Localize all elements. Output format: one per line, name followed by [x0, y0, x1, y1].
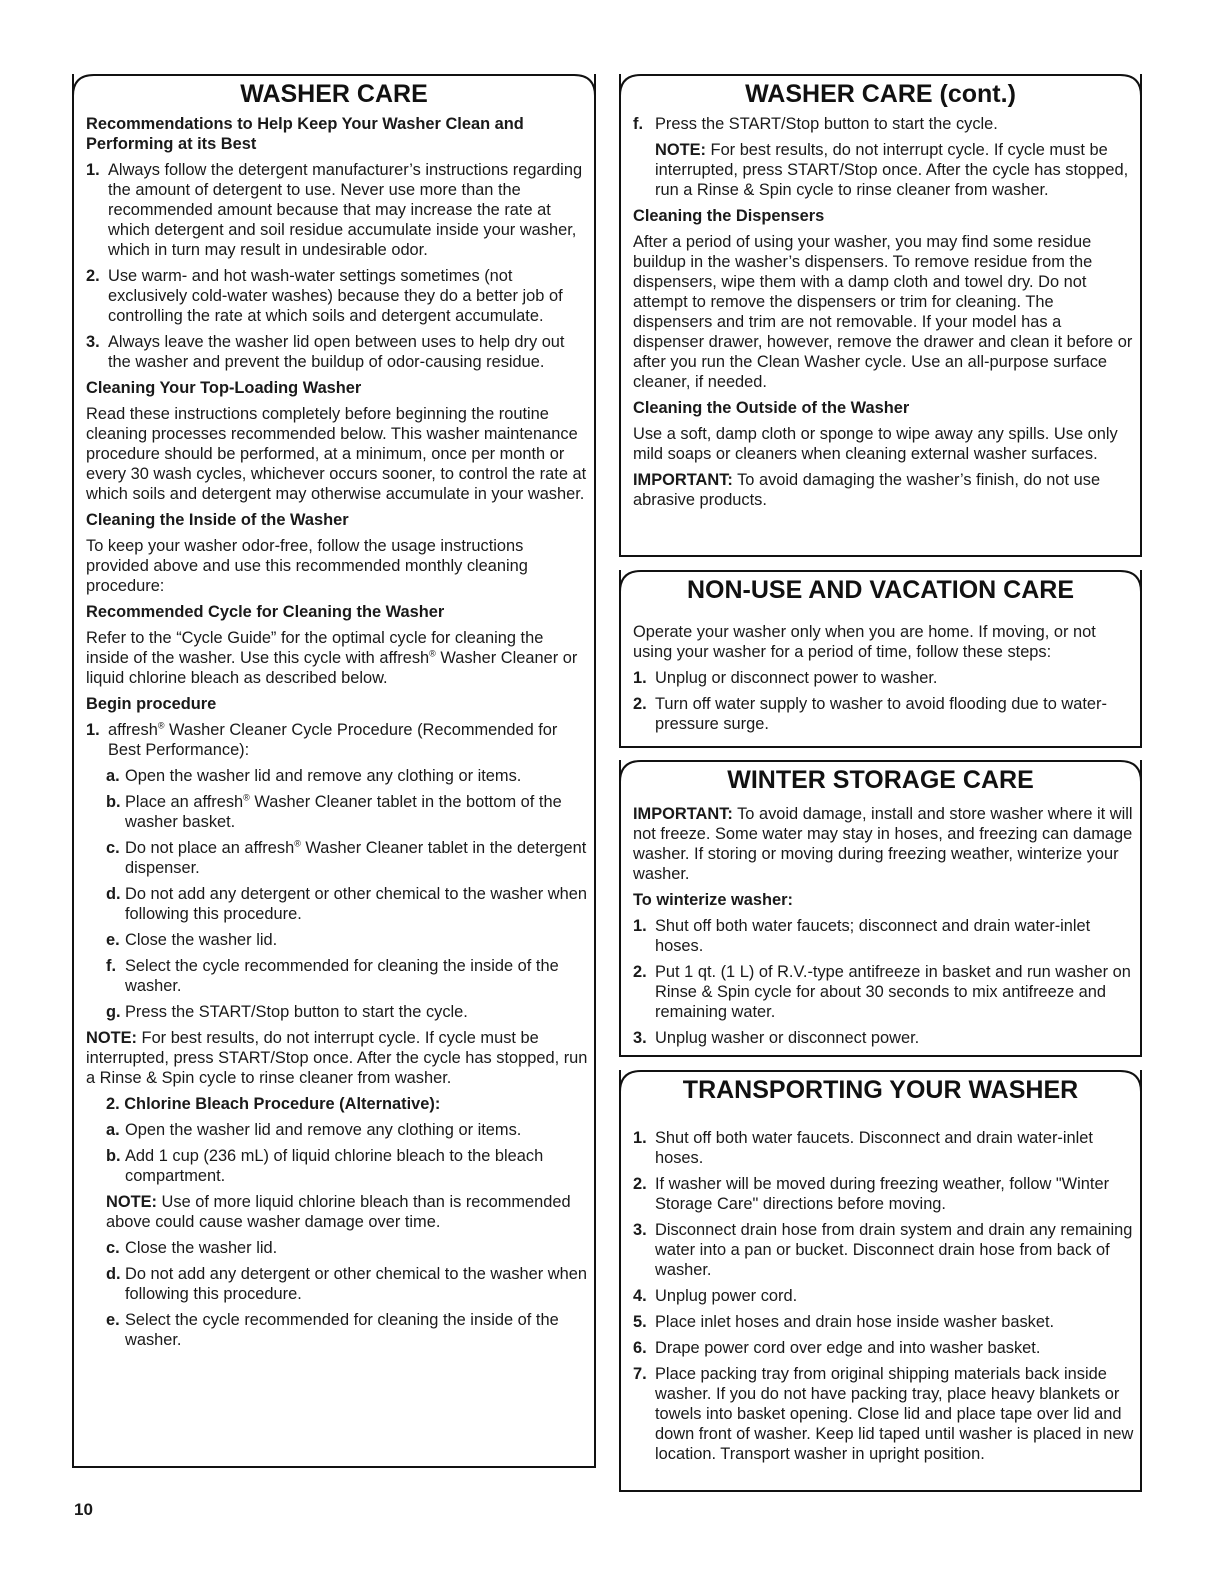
inside-text: To keep your washer odor-free, follow the usage instructions provided above and use this recommended monthly cleaning procedure: — [86, 537, 528, 595]
procedure-list — [86, 720, 588, 760]
list-item: b. Place an affresh® Washer Cleaner tablet in the bottom of the washer basket. — [106, 792, 562, 831]
section-body — [633, 622, 1134, 740]
section-body — [633, 114, 1134, 516]
list-item: 1. affresh® Washer Cleaner Cycle Procedure (Recommended for Best Performance): — [86, 720, 558, 759]
list-item: a. Open the washer lid and remove any clothing or items. — [106, 767, 522, 785]
important-note: IMPORTANT: To avoid damaging the washer’s finish, do not use abrasive products. — [633, 471, 1101, 509]
continued-steps — [633, 114, 1134, 134]
list-item: 1. Shut off both water faucets; disconnect and drain water-inlet hoses. — [633, 917, 1091, 955]
section-header — [619, 74, 1142, 114]
list-item: 4. Unplug power cord. — [633, 1287, 798, 1305]
section-body — [86, 114, 588, 1356]
section-body — [633, 1128, 1134, 1470]
important-note: IMPORTANT: To avoid damage, install and store washer where it will not freeze. Some water may stay in hoses, and freezing can damage washer. If storing or moving during freezing weather, winterize your washer. — [633, 805, 1133, 883]
section-title: WINTER STORAGE CARE — [727, 766, 1034, 794]
list-item: f. Press the START/Stop button to start the cycle. — [633, 115, 998, 133]
note-1: NOTE: For best results, do not interrupt cycle. If cycle must be interrupted, press START/Stop once. After the cycle has stopped, run a Rinse & Spin cycle to rinse cleaner from washer. — [86, 1029, 588, 1087]
list-item: 1. Shut off both water faucets. Disconnect and drain water-inlet hoses. — [633, 1129, 1093, 1167]
transporting-section — [619, 1070, 1142, 1492]
intro-text: Operate your washer only when you are home. If moving, or not using your washer for a period of time, follow these steps: — [633, 623, 1096, 661]
non-use-section — [619, 570, 1142, 748]
list-item: b. Add 1 cup (236 mL) of liquid chlorine bleach to the bleach compartment. — [106, 1147, 544, 1185]
top-loading-text: Read these instructions completely before beginning the routine cleaning processes recommended below. This washer maintenance procedure should be performed, at a minimum, once per month or every 30 wash cycles, whichever occurs sooner, to control the rate at which soils and detergent may otherwise accumulate in your washer. — [86, 405, 587, 503]
list-item: 3. Always leave the washer lid open between uses to help dry out the washer and prevent the buildup of odor-causing residue. — [86, 333, 565, 371]
winterize-steps — [633, 916, 1134, 1048]
list-item: d. Do not add any detergent or other chemical to the washer when following this procedure. — [106, 1265, 587, 1303]
inside-heading: Cleaning the Inside of the Washer — [86, 511, 349, 529]
outside-text: Use a soft, damp cloth or sponge to wipe away any spills. Use only mild soaps or cleaners when cleaning external washer surfaces. — [633, 425, 1118, 463]
section-header — [619, 1070, 1142, 1110]
bleach-steps-cde — [106, 1238, 588, 1350]
section-title: WASHER CARE (cont.) — [745, 80, 1016, 108]
cycle-text: Refer to the “Cycle Guide” for the optimal cycle for cleaning the inside of the washer. Use this cycle with affresh® Washer Cleaner or liquid chlorine bleach as described below. — [86, 629, 578, 687]
non-use-steps — [633, 668, 1134, 734]
section-title: NON-USE AND VACATION CARE — [686, 576, 1075, 604]
section-header — [619, 570, 1142, 610]
outside-heading: Cleaning the Outside of the Washer — [633, 399, 910, 417]
list-item: 2. If washer will be moved during freezing weather, follow "Winter Storage Care" directions before moving. — [633, 1175, 1110, 1213]
begin-procedure-heading: Begin procedure — [86, 695, 217, 713]
bleach-steps-ab — [106, 1120, 588, 1186]
section-title: TRANSPORTING YOUR WASHER — [682, 1076, 1079, 1104]
note-2: NOTE: Use of more liquid chlorine bleach than is recommended above could cause washer damage over time. — [106, 1193, 571, 1231]
list-item: e. Close the washer lid. — [106, 931, 278, 949]
list-item: 1. Unplug or disconnect power to washer. — [633, 669, 938, 687]
transport-steps — [633, 1128, 1134, 1464]
section-header — [619, 760, 1142, 800]
winter-storage-section — [619, 760, 1142, 1057]
list-item: 2. Put 1 qt. (1 L) of R.V.-type antifreeze in basket and run washer on Rinse & Spin cycle for about 30 seconds to mix antifreeze and remaining water. — [633, 963, 1131, 1021]
list-item: 3. Unplug washer or disconnect power. — [633, 1029, 920, 1047]
list-item: 3. Disconnect drain hose from drain system and drain any remaining water into a pan or bucket. Disconnect drain hose from back of washer. — [633, 1221, 1133, 1279]
recommendations-heading: Recommendations to Help Keep Your Washer Clean and Performing at its Best — [86, 115, 524, 153]
list-item: c. Do not place an affresh® Washer Cleaner tablet in the detergent dispenser. — [106, 838, 587, 877]
top-loading-heading: Cleaning Your Top-Loading Washer — [86, 379, 362, 397]
washer-care-cont-section — [619, 74, 1142, 557]
list-item: 7. Place packing tray from original shipping materials back inside washer. If you do not have packing tray, place heavy blankets or towels into basket opening. Close lid and place tape over lid and down front of washer. Keep lid taped until washer is placed in new location. Transport washer in upright position. — [633, 1365, 1134, 1463]
note: NOTE: For best results, do not interrupt cycle. If cycle must be interrupted, press START/Stop once. After the cycle has stopped, run a Rinse & Spin cycle to rinse cleaner from washer. — [655, 141, 1129, 199]
section-header — [72, 74, 596, 114]
list-item: f. Select the cycle recommended for cleaning the inside of the washer. — [106, 957, 559, 995]
cycle-heading: Recommended Cycle for Cleaning the Washer — [86, 603, 445, 621]
bleach-procedure-heading: 2. Chlorine Bleach Procedure (Alternative): — [106, 1095, 441, 1113]
list-item: a. Open the washer lid and remove any clothing or items. — [106, 1121, 522, 1139]
section-body — [633, 804, 1134, 1054]
section-title: WASHER CARE — [240, 80, 428, 108]
list-item: 2. Turn off water supply to washer to avoid flooding due to water-pressure surge. — [633, 695, 1107, 733]
page-number: 10 — [74, 1500, 93, 1519]
list-item: 6. Drape power cord over edge and into washer basket. — [633, 1339, 1041, 1357]
list-item: 5. Place inlet hoses and drain hose inside washer basket. — [633, 1313, 1055, 1331]
dispensers-text: After a period of using your washer, you may find some residue buildup in the washer’s dispensers. To remove residue from the dispensers, wipe them with a damp cloth and towel dry. Do not attempt to remove the dispensers or trim for cleaning. The dispensers and trim are not removable. If your model has a dispenser drawer, however, remove the drawer and clean it before or after you run the Clean Washer cycle. Use an all-purpose surface cleaner, if needed. — [633, 233, 1133, 391]
list-item: g. Press the START/Stop button to start the cycle. — [106, 1003, 468, 1021]
winterize-heading: To winterize washer: — [633, 891, 793, 909]
list-item: 2. Use warm- and hot wash-water settings sometimes (not exclusively cold-water washes) because they do a better job of controlling the rate at which soils and detergent accumulate. — [86, 267, 563, 325]
washer-care-section — [72, 74, 596, 1468]
recommendations-list — [86, 160, 588, 372]
affresh-steps — [106, 766, 588, 1022]
list-item: 1. Always follow the detergent manufacturer’s instructions regarding the amount of detergent to use. Never use more than the recommended amount because that may increase the rate at which detergent and soil residue accumulate inside your washer, which in turn may result in undesirable odor. — [86, 161, 583, 259]
list-item: d. Do not add any detergent or other chemical to the washer when following this procedure. — [106, 885, 587, 923]
list-item: c. Close the washer lid. — [106, 1239, 278, 1257]
list-item: e. Select the cycle recommended for cleaning the inside of the washer. — [106, 1311, 559, 1349]
dispensers-heading: Cleaning the Dispensers — [633, 207, 825, 225]
